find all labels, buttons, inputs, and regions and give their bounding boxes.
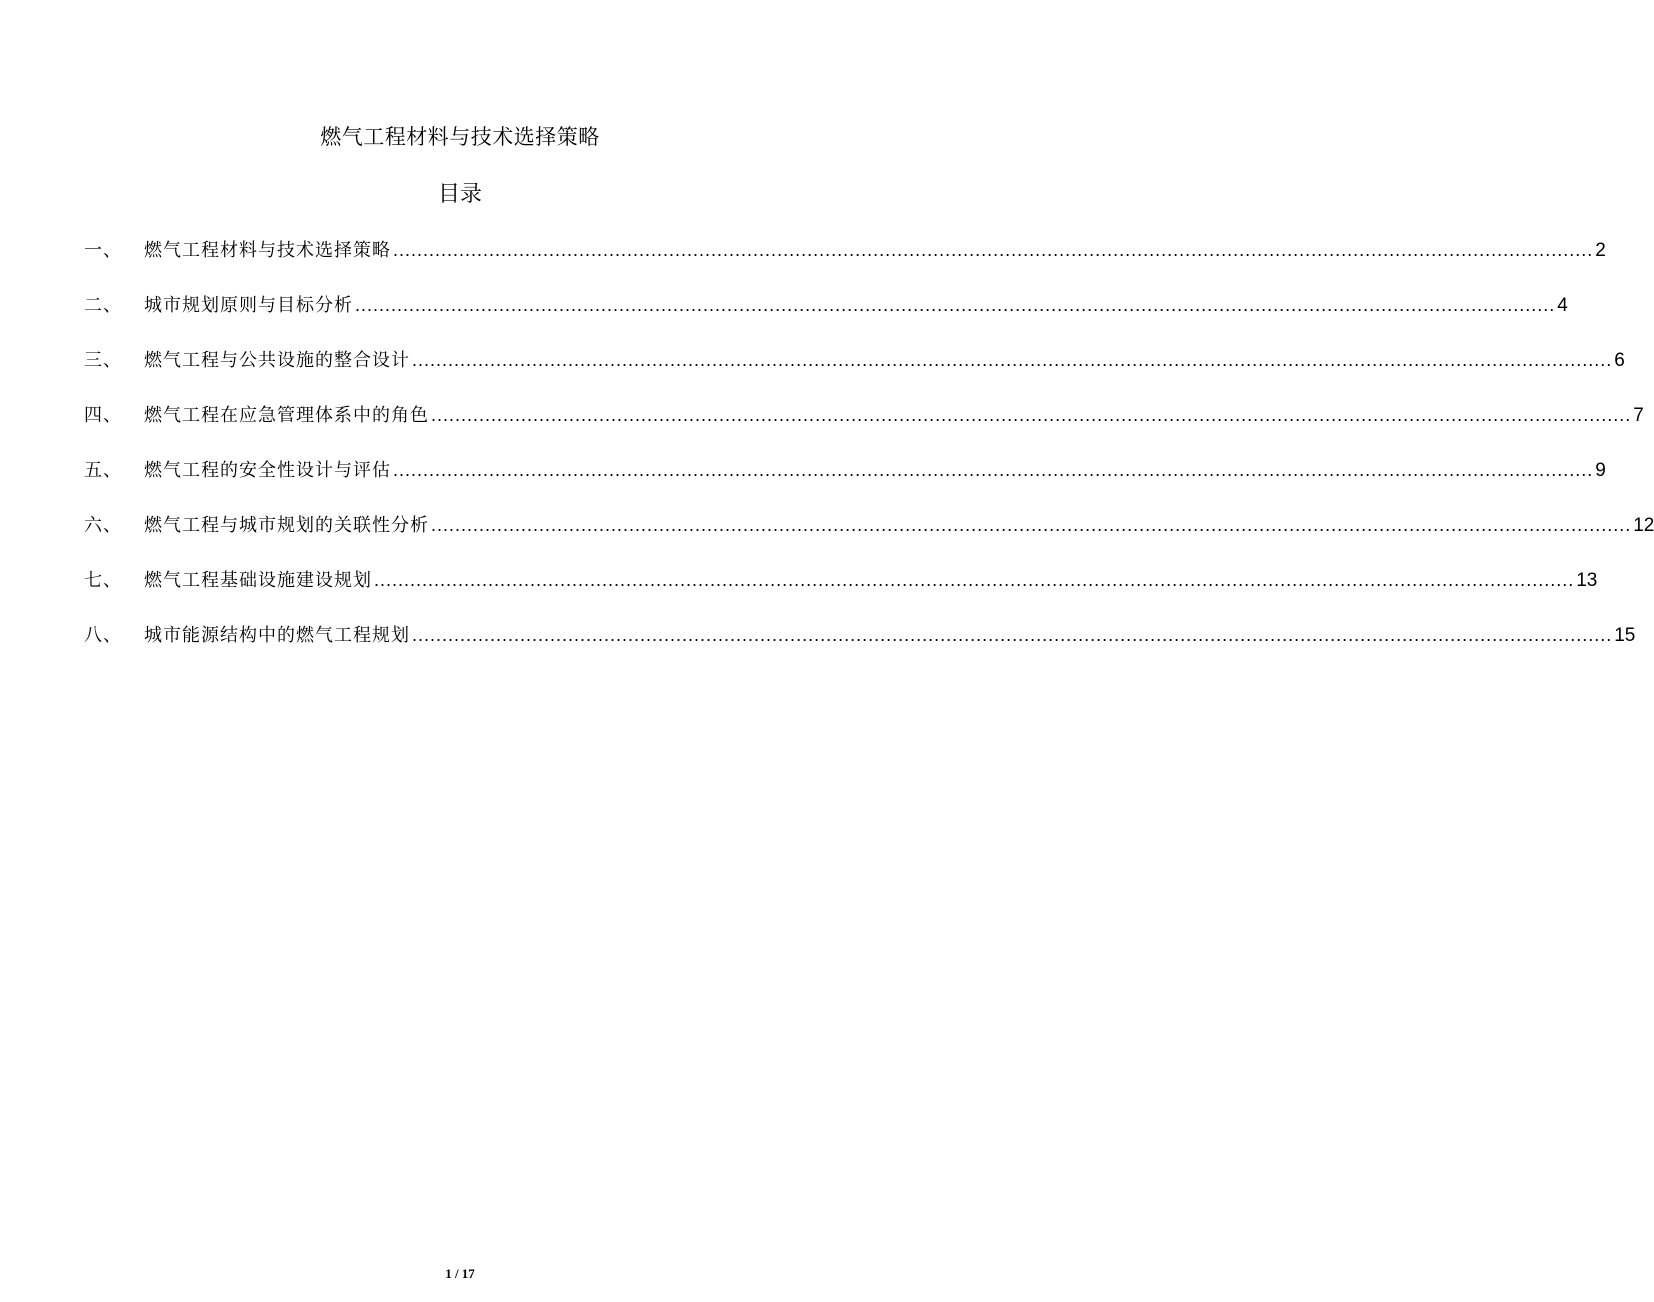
toc-entry[interactable] [84, 452, 1606, 507]
toc-entry[interactable] [84, 287, 1568, 342]
toc-entry[interactable] [84, 342, 1625, 397]
table-of-contents [84, 232, 1654, 672]
toc-entry-title: 燃气工程材料与技术选择策略 [144, 240, 391, 261]
toc-dot-leader: ........................................................................................................................................................................................................ [374, 570, 1575, 590]
toc-entry-title: 燃气工程基础设施建设规划 [144, 570, 372, 591]
toc-entry-page: 2 [1595, 240, 1606, 261]
toc-entry-page: 12 [1633, 515, 1654, 536]
toc-entry-number: 八、 [84, 625, 122, 646]
toc-entry[interactable] [84, 397, 1644, 452]
toc-entry[interactable] [84, 617, 1636, 672]
toc-heading: 目录 [437, 182, 482, 207]
toc-entry-page: 13 [1576, 570, 1598, 591]
toc-entry-page: 4 [1557, 295, 1568, 316]
toc-dot-leader: ........................................................................................................................................................................................................ [412, 625, 1613, 645]
toc-entry-number: 七、 [84, 570, 122, 591]
toc-dot-leader: ........................................................................................................................................................................................................ [393, 240, 1594, 260]
toc-entry[interactable] [84, 507, 1654, 562]
toc-entry-number: 三、 [84, 350, 122, 371]
toc-entry-title: 城市规划原则与目标分析 [144, 295, 353, 316]
toc-dot-leader: ........................................................................................................................................................................................................ [431, 405, 1632, 425]
toc-dot-leader: ........................................................................................................................................................................................................ [431, 515, 1632, 535]
toc-entry-number: 六、 [84, 515, 122, 536]
toc-entry[interactable] [84, 232, 1606, 287]
toc-entry-title: 燃气工程与公共设施的整合设计 [144, 350, 410, 371]
toc-dot-leader: ........................................................................................................................................................................................................ [355, 295, 1556, 315]
document-title: 燃气工程材料与技术选择策略 [320, 125, 600, 149]
toc-entry-title: 城市能源结构中的燃气工程规划 [144, 625, 410, 646]
toc-entry-number: 二、 [84, 295, 122, 316]
toc-entry-number: 五、 [84, 460, 122, 481]
toc-entry[interactable] [84, 562, 1598, 617]
toc-entry-title: 燃气工程的安全性设计与评估 [144, 460, 391, 481]
toc-entry-page: 15 [1614, 625, 1636, 646]
toc-dot-leader: ........................................................................................................................................................................................................ [412, 350, 1613, 370]
toc-entry-number: 一、 [84, 240, 122, 261]
toc-entry-title: 燃气工程在应急管理体系中的角色 [144, 405, 429, 426]
toc-entry-page: 7 [1633, 405, 1644, 426]
toc-entry-page: 6 [1614, 350, 1625, 371]
toc-dot-leader: ........................................................................................................................................................................................................ [393, 460, 1594, 480]
page-number: 1 / 17 [445, 1266, 475, 1281]
toc-entry-number: 四、 [84, 405, 122, 426]
toc-entry-page: 9 [1595, 460, 1606, 481]
toc-entry-title: 燃气工程与城市规划的关联性分析 [144, 515, 429, 536]
